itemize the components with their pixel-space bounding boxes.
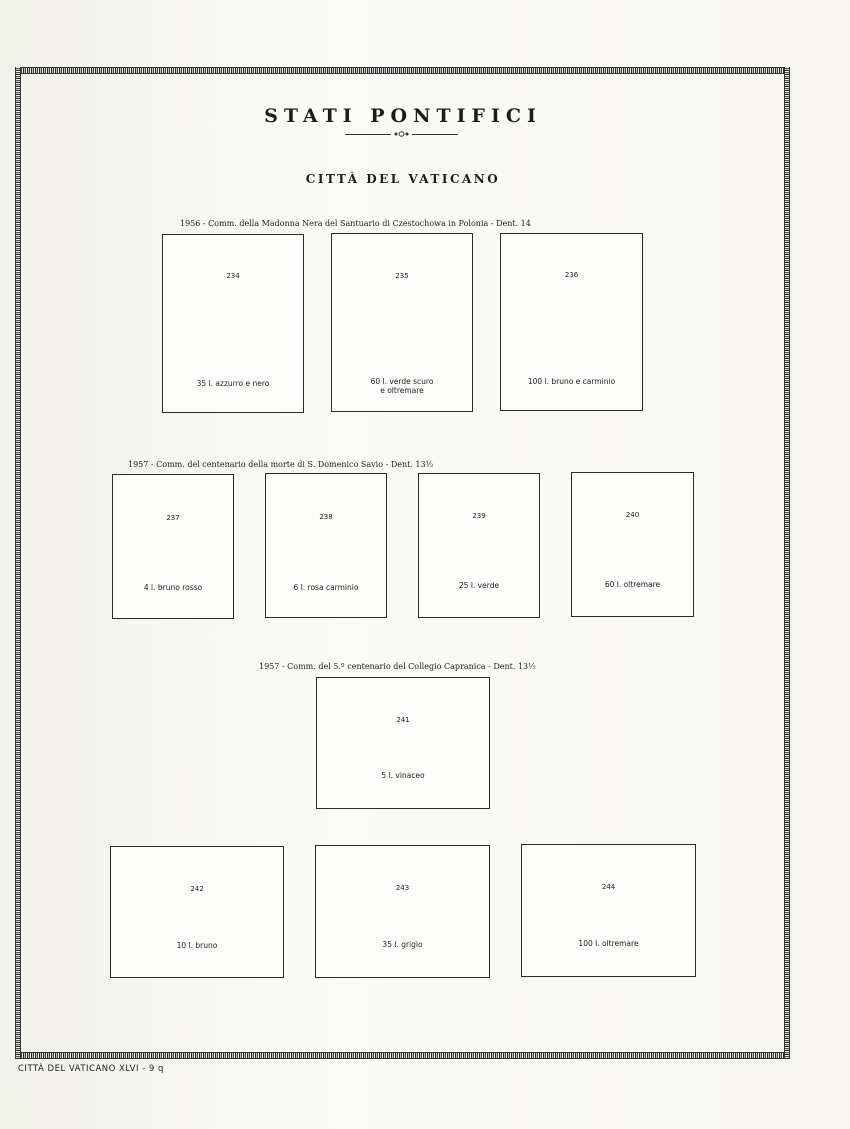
stamp-description: 6 l. rosa carminio <box>293 583 359 592</box>
stamp-description: 100 l. oltremare <box>578 939 639 948</box>
stamp-number: 237 <box>166 514 180 522</box>
stamp-description: 10 l. bruno <box>176 941 218 950</box>
stamp-description: 25 l. verde <box>458 581 500 590</box>
stamp-number: 239 <box>472 512 486 520</box>
stamp-number: 240 <box>625 511 640 519</box>
stamp-frame-235 <box>331 233 473 412</box>
page-subtitle: CITTÀ DEL VATICANO <box>305 172 501 186</box>
top-border <box>15 67 790 74</box>
right-border <box>784 67 790 1059</box>
stamp-frame-234 <box>162 234 304 413</box>
stamp-frame-238 <box>265 473 387 618</box>
bottom-border <box>15 1052 790 1059</box>
section-caption-1957-capranica: 1957 - Comm. del 5.º centenario del Collegio Capranica - Dent. 13½ <box>259 662 536 671</box>
stamp-number: 236 <box>564 271 579 279</box>
section-caption-1957-savio: 1957 - Comm. del centenario della morte di S. Domenico Savio - Dent. 13½ <box>128 460 434 469</box>
stamp-number: 242 <box>190 885 204 893</box>
section-caption-1956: 1956 - Comm. della Madonna Nera del Santuario di Czestochowa in Polonia - Dent. 14 <box>180 219 531 228</box>
stamp-frame-236 <box>500 233 643 411</box>
page-title: STATI PONTIFICI <box>264 105 542 127</box>
stamp-description: 4 l. bruno rosso <box>143 583 203 592</box>
stamp-number: 234 <box>226 272 240 280</box>
stamp-frame-237 <box>112 474 234 619</box>
stamp-number: 235 <box>395 272 409 280</box>
stamp-description: 100 l. bruno e carminio <box>527 377 616 386</box>
left-border <box>15 67 21 1059</box>
stamp-number: 243 <box>395 884 410 892</box>
ornament-icon <box>393 131 410 137</box>
stamp-number: 241 <box>396 716 410 724</box>
stamp-frame-240 <box>571 472 694 617</box>
stamp-number: 244 <box>601 883 616 891</box>
stamp-frame-241 <box>316 677 490 809</box>
stamp-description: 35 l. azzurro e nero <box>196 379 270 388</box>
title-ornament <box>345 131 458 137</box>
stamp-description: 5 l. vinaceo <box>381 771 425 780</box>
stamp-description: 60 l. verde scuro e oltremare <box>370 377 434 395</box>
page-footer: CITTÀ DEL VATICANO XLVI - 9 q <box>18 1064 164 1074</box>
stamp-description: 35 l. grigio <box>382 940 423 949</box>
stamp-frame-242 <box>110 846 284 978</box>
stamp-description: 60 l. oltremare <box>604 580 661 589</box>
stamp-frame-239 <box>418 473 540 618</box>
stamp-frame-243 <box>315 845 490 978</box>
stamp-frame-244 <box>521 844 696 977</box>
stamp-number: 238 <box>319 513 333 521</box>
